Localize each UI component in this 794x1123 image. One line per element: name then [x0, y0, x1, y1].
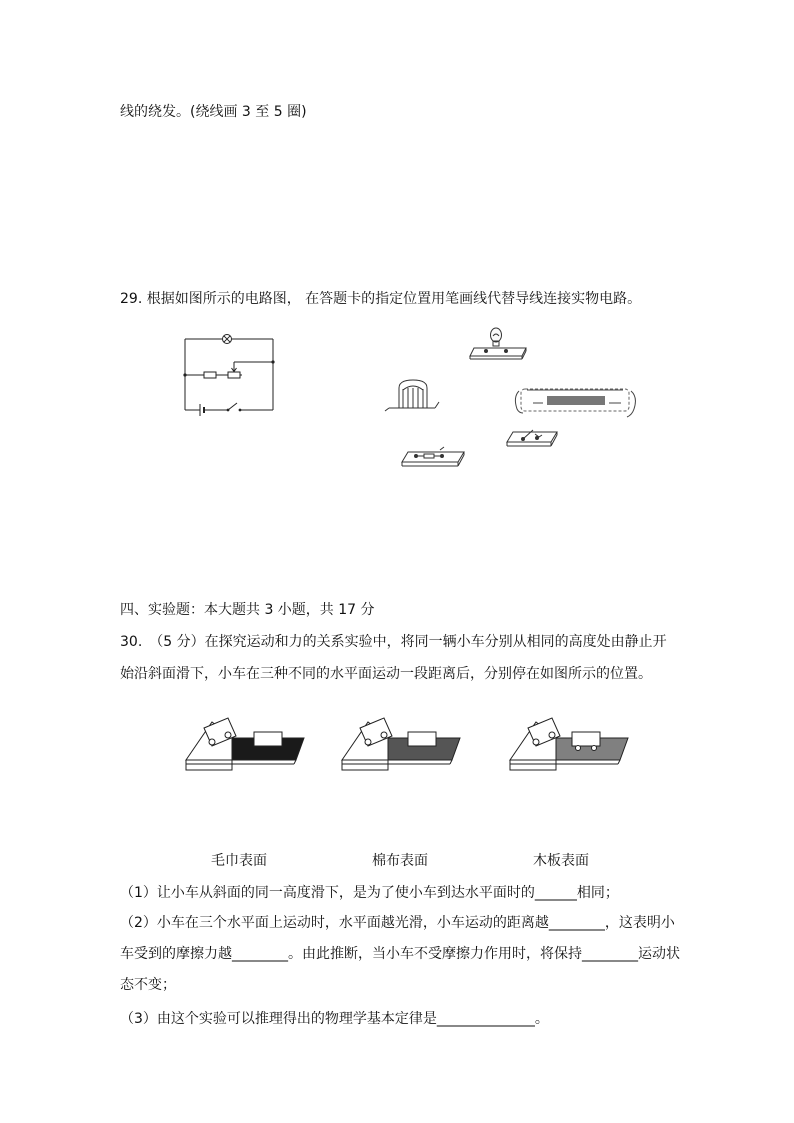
battery-holder-component: [383, 378, 441, 412]
surface-label-towel: 毛巾表面: [211, 853, 267, 869]
surface-label-cotton: 棉布表面: [372, 853, 428, 869]
q30-sub1: （1）让小车从斜面的同一高度滑下，是为了使小车到达水平面时的______相同；: [120, 885, 619, 901]
q30-line2: 始沿斜面滑下，小车在三种不同的水平面运动一段距离后，分别停在如图所示的位置。: [120, 666, 652, 682]
circuit-diagram: [180, 330, 280, 416]
lamp-component: [470, 326, 530, 360]
q28-tail-text: 线的绕发。(绕线画 3 至 5 圈): [120, 104, 307, 120]
q29-text: 29. 根据如图所示的电路图， 在答题卡的指定位置用笔画线代替导线连接实物电路。: [120, 291, 642, 307]
resistor-component: [400, 444, 466, 470]
incline-figure-cotton: [340, 716, 462, 774]
q30-sub2c: 态不变；: [120, 977, 176, 993]
incline-figure-towel: [184, 716, 306, 774]
rheostat-component: [513, 383, 638, 423]
section4-title: 四、实验题：本大题共 3 小题，共 17 分: [120, 602, 375, 618]
incline-figure-wood: [508, 716, 630, 774]
q30-sub3: （3）由这个实验可以推理得出的物理学基本定律是______________。: [120, 1011, 549, 1027]
q30-sub2a: （2）小车在三个水平面上运动时，水平面越光滑，小车运动的距离越________，这表明小: [120, 915, 675, 931]
q30-sub2b: 车受到的摩擦力越________。由此推断，当小车不受摩擦力作用时，将保持________运动状: [120, 946, 680, 962]
switch-component: [505, 426, 560, 448]
surface-label-wood: 木板表面: [533, 853, 589, 869]
q30-line1: 30. （5 分）在探究运动和力的关系实验中，将同一辆小车分别从相同的高度处由静止开: [120, 634, 667, 650]
